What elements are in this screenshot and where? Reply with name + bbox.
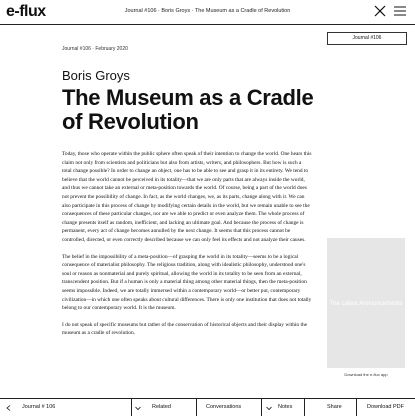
download-pdf-button[interactable]: Download PDF <box>367 404 404 410</box>
divider <box>196 399 197 416</box>
close-icon[interactable] <box>373 4 387 18</box>
conversations-button[interactable]: Conversations <box>206 404 242 410</box>
bottom-bar <box>0 398 415 416</box>
divider <box>356 399 357 416</box>
app-ad[interactable] <box>327 238 405 368</box>
divider <box>131 399 132 416</box>
issue-link[interactable]: Journal # 106 <box>22 404 56 410</box>
related-button[interactable]: Related <box>152 404 171 410</box>
arrow-left-icon[interactable] <box>6 405 12 411</box>
article-author[interactable]: Boris Groys <box>62 68 130 83</box>
ad-title: The Latest Announcements <box>329 301 403 307</box>
chevron-down-icon[interactable] <box>135 405 141 411</box>
menu-icon[interactable] <box>393 5 407 17</box>
article-meta: Journal #106 · February 2020 <box>62 46 128 52</box>
paragraph: Today, those who operate within the public sphere often speak of their intention to change the world. One hears this claim not only from scientists and politicians but also from artists, writers, and philosophers. But how is such a total change possible? In order to change an object, one has to be able to see and grasp it in its entirety. We tend to believe that the world cannot be perceived in its totality—that we are only parts that are always inside the world, and thus we cannot take an external or meta-position towards the world. Of course, being a part of the world does not prevent the possibility of change. In fact, as the world changes, we, as its parts, change along with it. We can also participate in this process of change by modifying certain details in the world, but we remain unable to see the consequences of these particular changes, nor are we able to predict or even analyze them. The whole process of change presents itself as random, inefficient, and lacking an ultimate goal. And because the process of change is permanent, every act of change becomes annulled by the next change. It seems that this process cannot be controlled, directed, or even correctly described because we can only feel its effects and not analyze their causes. <box>62 151 312 243</box>
article-body <box>62 150 312 346</box>
eflux-logo[interactable]: e-flux <box>6 3 46 20</box>
share-button[interactable]: Share <box>327 404 342 410</box>
top-bar <box>0 0 415 25</box>
notes-button[interactable]: Notes <box>278 404 293 410</box>
paragraph: I do not speak of specific museums but rather of the conservation of historical objects and their display within the museum as a cradle of revolution. <box>62 321 308 337</box>
divider <box>261 399 262 416</box>
chevron-down-icon[interactable] <box>266 405 272 411</box>
divider <box>304 399 305 416</box>
issue-tab[interactable]: Journal #106 <box>327 32 407 45</box>
article-title: The Museum as a Cradle of Revolution <box>62 85 314 134</box>
ad-caption[interactable]: Download the e-flux app <box>344 372 388 377</box>
paragraph: The belief in the impossibility of a meta-position—of grasping the world in its totality—seems to be a logical consequence of materialist philosophy. The religious tradition, along with idealistic philosophy, understood one's soul or reason as nonmaterial and purely spiritual, allowing the world in its totality to be seen from an external, transcendent position. But if a human is only a material thing among other material things, then the meta-position seems impossible. Indeed, we are totally immersed within a contemporary world—or better put, contemporary civilization—in which one often speaks about cultural differences. There is only one institution that does not totally belong to our contemporary world. It is the museum. <box>62 253 312 312</box>
breadcrumb: Journal #106 · Boris Groys · The Museum as a Cradle of Revolution <box>124 8 291 14</box>
